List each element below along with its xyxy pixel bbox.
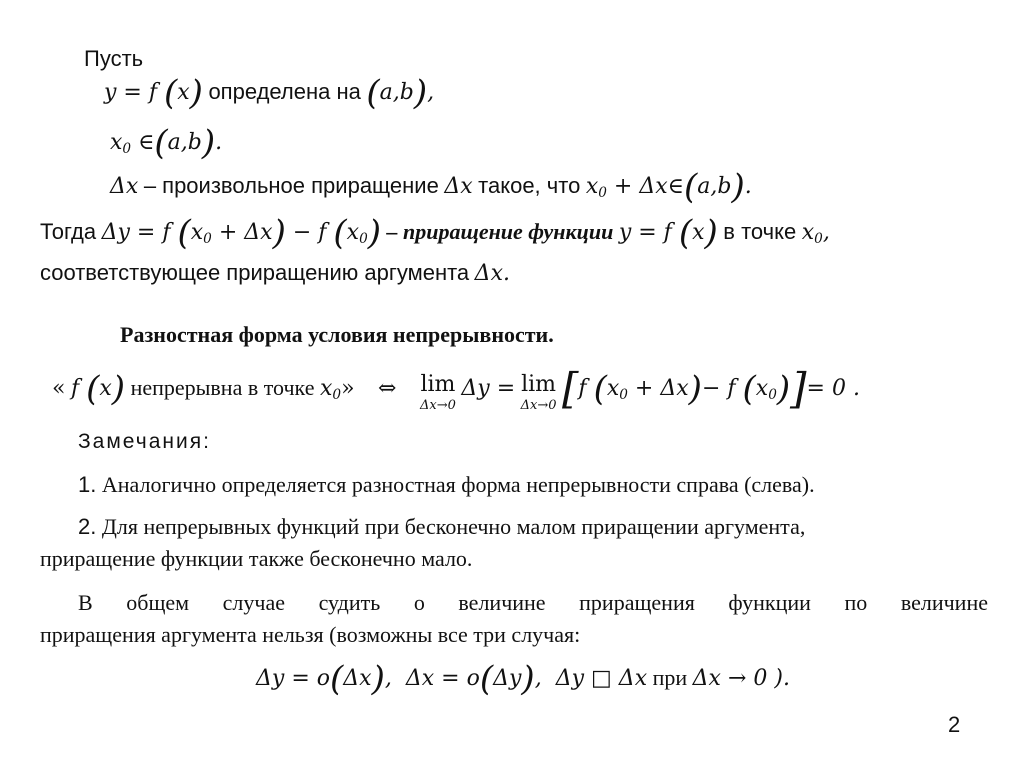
definition-line [104, 73, 435, 113]
increment-line [110, 167, 752, 207]
general-case-line-2: приращения аргумента нельзя (возможны все три случая: [40, 622, 581, 647]
formula-y-eq-fx-2: y = f (x) [618, 213, 718, 253]
definition-text: определена на [208, 79, 361, 104]
at-point-text: в точке [723, 219, 797, 244]
remark-2-line-2: приращение функции также бесконечно мало. [40, 546, 473, 571]
remark-2-line-1 [78, 514, 805, 540]
such-that-text: такое, что [478, 173, 581, 198]
increment-of-function-label: – приращение функции [386, 219, 614, 244]
formula-x0-point: $x_0$, [801, 220, 830, 247]
formula-delta-x-3: Δx. [474, 261, 510, 286]
limit-1: lim Δx→0 [419, 372, 456, 413]
formula-delta-x: Δx [110, 174, 139, 199]
formula-y-eq-fx: y = f (x) [104, 73, 203, 113]
formula-delta-x-2: Δx [444, 174, 473, 199]
remark-1-number: 1. [78, 472, 97, 497]
formula-dx-to-0: Δx → 0 ). [692, 666, 790, 691]
three-cases-formula [256, 659, 790, 699]
x0-membership-line [110, 123, 223, 163]
remark-2-text-1: Для непрерывных функций при бесконечно малом приращении аргумента, [101, 514, 806, 539]
general-case-line-1: В общем случае судить о величине приращения функции по величине [78, 590, 988, 615]
limit-2: lim Δx→0 [520, 372, 557, 413]
continuous-text: непрерывна в точке [130, 375, 315, 400]
then-line [40, 213, 830, 253]
pri-text: при [652, 665, 688, 690]
formula-delta-y-2: Δy = [461, 376, 516, 401]
remark-1-text: Аналогично определяется разностная форма непрерывности справа (слева). [101, 472, 815, 497]
then-line-2 [40, 260, 510, 286]
remark-2-number: 2. [78, 514, 97, 539]
intro-pust: Пусть [84, 46, 144, 71]
quote-open: « [52, 376, 66, 401]
remarks-title: Замечания: [78, 430, 211, 453]
formula-x0-in-ab: $x_0$ ∈(a,b). [110, 123, 223, 163]
formula-fx: f (x) [70, 369, 126, 409]
formula-bracket-expression: [f $(x_0 + \Delta x)- f$ $(x_0)]= 0$ . [562, 364, 860, 413]
formula-x0-cont: $x_0$ [319, 376, 342, 403]
increment-text: – произвольное приращение [143, 173, 439, 198]
diff-form-heading: Разностная форма условия непрерывности. [120, 322, 554, 347]
remark-1 [78, 472, 815, 498]
continuity-condition-line [52, 364, 860, 413]
corresponding-text: соответствующее приращению аргумента [40, 260, 470, 285]
formula-x0-plus-dx-in-ab: $x_0$ + Δx∈(a,b). [585, 167, 752, 207]
page-number: 2 [948, 712, 961, 737]
formula-interval-ab: (a,b), [366, 73, 435, 113]
formula-three-cases: Δy = o(Δx), Δx = o(Δy), Δy □ Δx [256, 659, 648, 699]
togda-text: Тогда [40, 219, 97, 244]
equivalence-symbol: ⇔ [378, 376, 397, 401]
quote-close: » [341, 376, 355, 401]
formula-delta-y: Δy = f $(x_0 + \Delta x) - f$ $(x_0)$ [101, 213, 382, 253]
